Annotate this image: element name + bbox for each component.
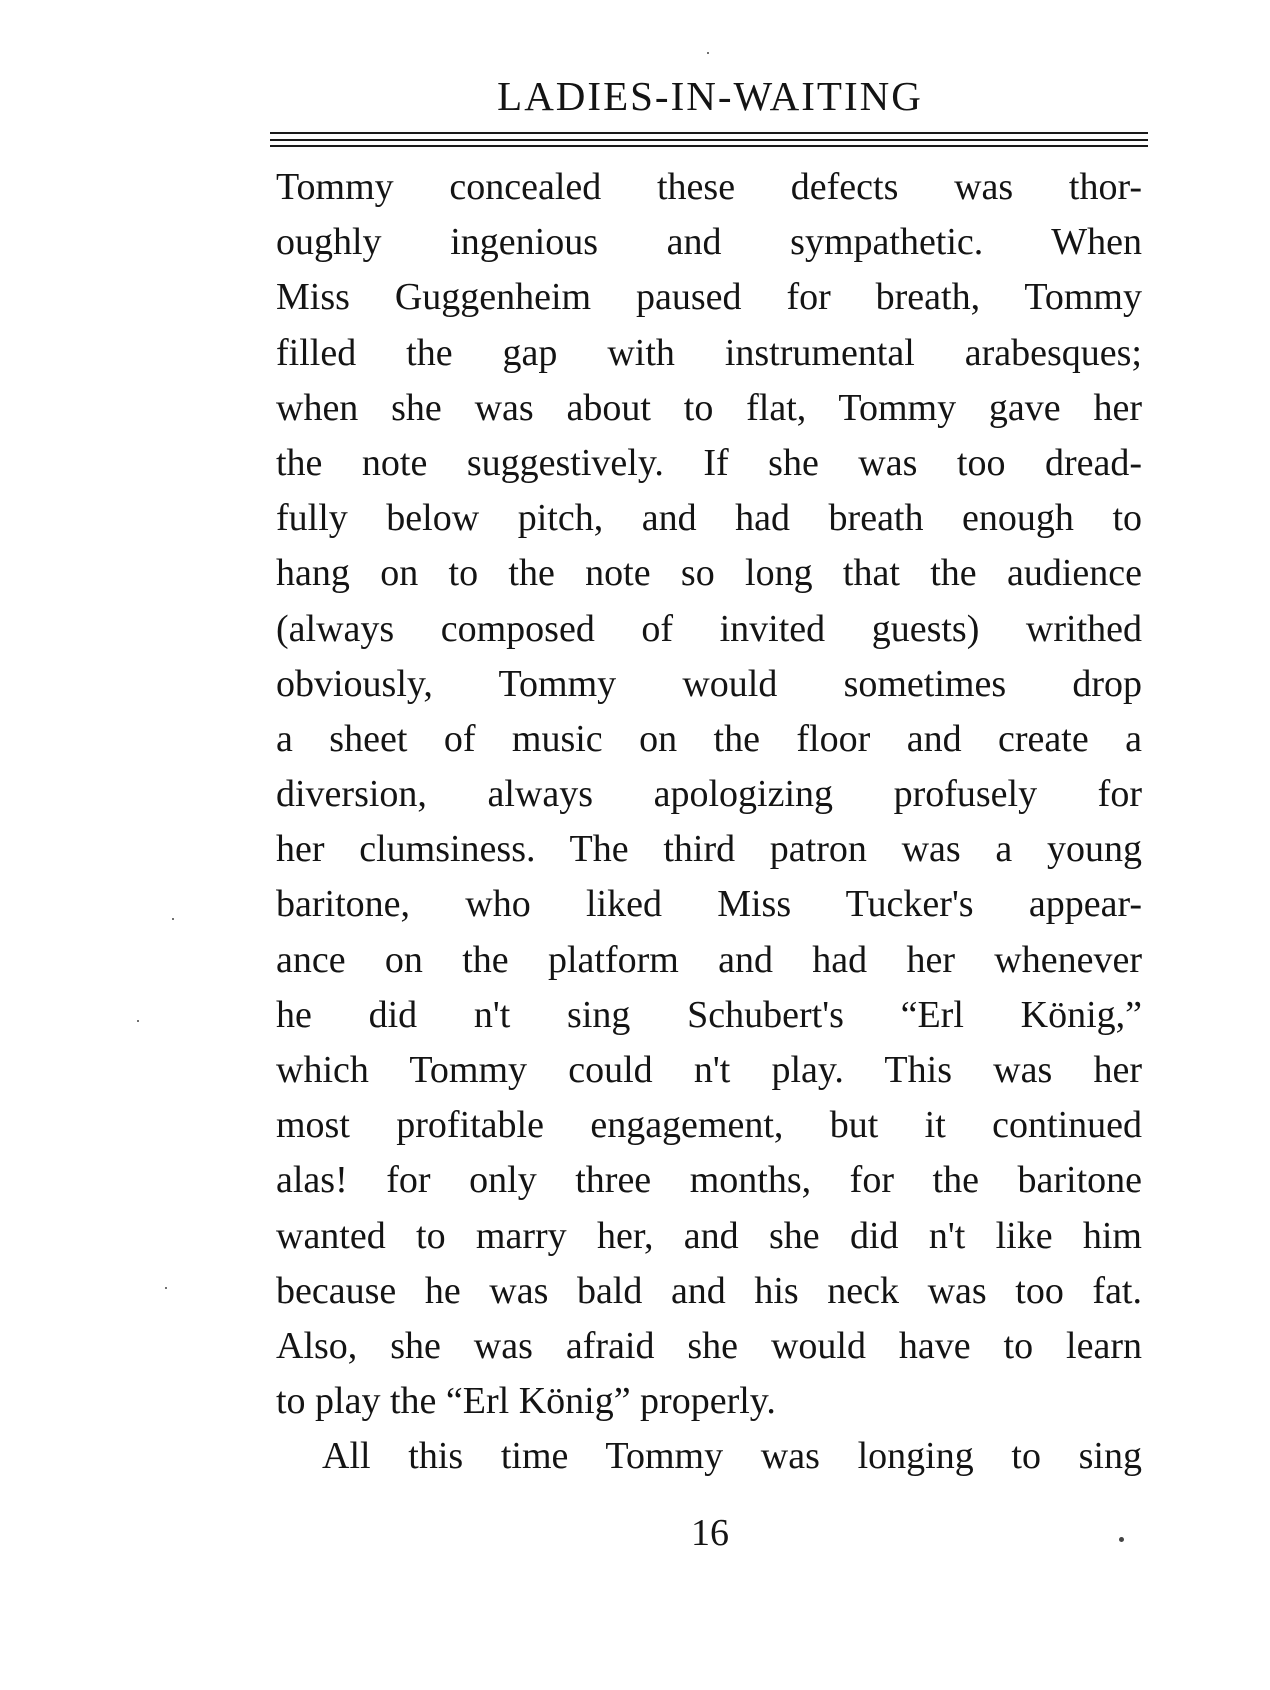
text-line: ance on the platform and had her whenever	[276, 938, 1142, 981]
text-line: when she was about to flat, Tommy gave her	[276, 386, 1142, 429]
text-line: alas! for only three months, for the baritone	[276, 1159, 1142, 1202]
text-line: diversion, always apologizing profusely for	[276, 773, 1142, 816]
text-line: Also, she was afraid she would have to learn	[276, 1324, 1142, 1367]
header-rule	[270, 132, 1148, 134]
page-number: 16	[691, 1512, 729, 1554]
text-line: Tommy concealed these defects was thor-	[276, 166, 1142, 208]
text-line: All this time Tommy was longing to sing	[322, 1435, 1142, 1478]
text-line: baritone, who liked Miss Tucker's appear-	[276, 883, 1142, 926]
text-line: the note suggestively. If she was too dread-	[276, 441, 1142, 484]
text-line: her clumsiness. The third patron was a young	[276, 828, 1142, 871]
text-line: wanted to marry her, and she did n't like him	[276, 1214, 1142, 1257]
scan-speck	[707, 52, 709, 54]
body-text	[276, 160, 1142, 1485]
text-line: Miss Guggenheim paused for breath, Tommy	[276, 276, 1142, 319]
text-line: hang on to the note so long that the audience	[276, 552, 1142, 595]
scan-speck	[1119, 1537, 1124, 1542]
scan-speck	[137, 1020, 139, 1022]
header-rule	[270, 139, 1148, 141]
text-line: because he was bald and his neck was too fat.	[276, 1269, 1142, 1312]
text-line: most profitable engagement, but it continued	[276, 1104, 1142, 1147]
text-line: he did n't sing Schubert's “Erl König,”	[276, 993, 1142, 1036]
header-rule	[270, 145, 1148, 147]
running-head: LADIES-IN-WAITING	[497, 73, 923, 119]
scan-speck	[172, 918, 174, 920]
text-line: oughly ingenious and sympathetic. When	[276, 221, 1142, 264]
text-line: to play the “Erl König” properly.	[276, 1380, 776, 1423]
scan-speck	[165, 1287, 167, 1289]
text-line: which Tommy could n't play. This was her	[276, 1049, 1142, 1091]
text-line: fully below pitch, and had breath enough to	[276, 497, 1142, 540]
text-line: filled the gap with instrumental arabesques;	[276, 331, 1142, 374]
text-line: a sheet of music on the floor and create a	[276, 717, 1142, 760]
text-line: obviously, Tommy would sometimes drop	[276, 662, 1142, 705]
text-line: (always composed of invited guests) writhed	[276, 607, 1142, 650]
